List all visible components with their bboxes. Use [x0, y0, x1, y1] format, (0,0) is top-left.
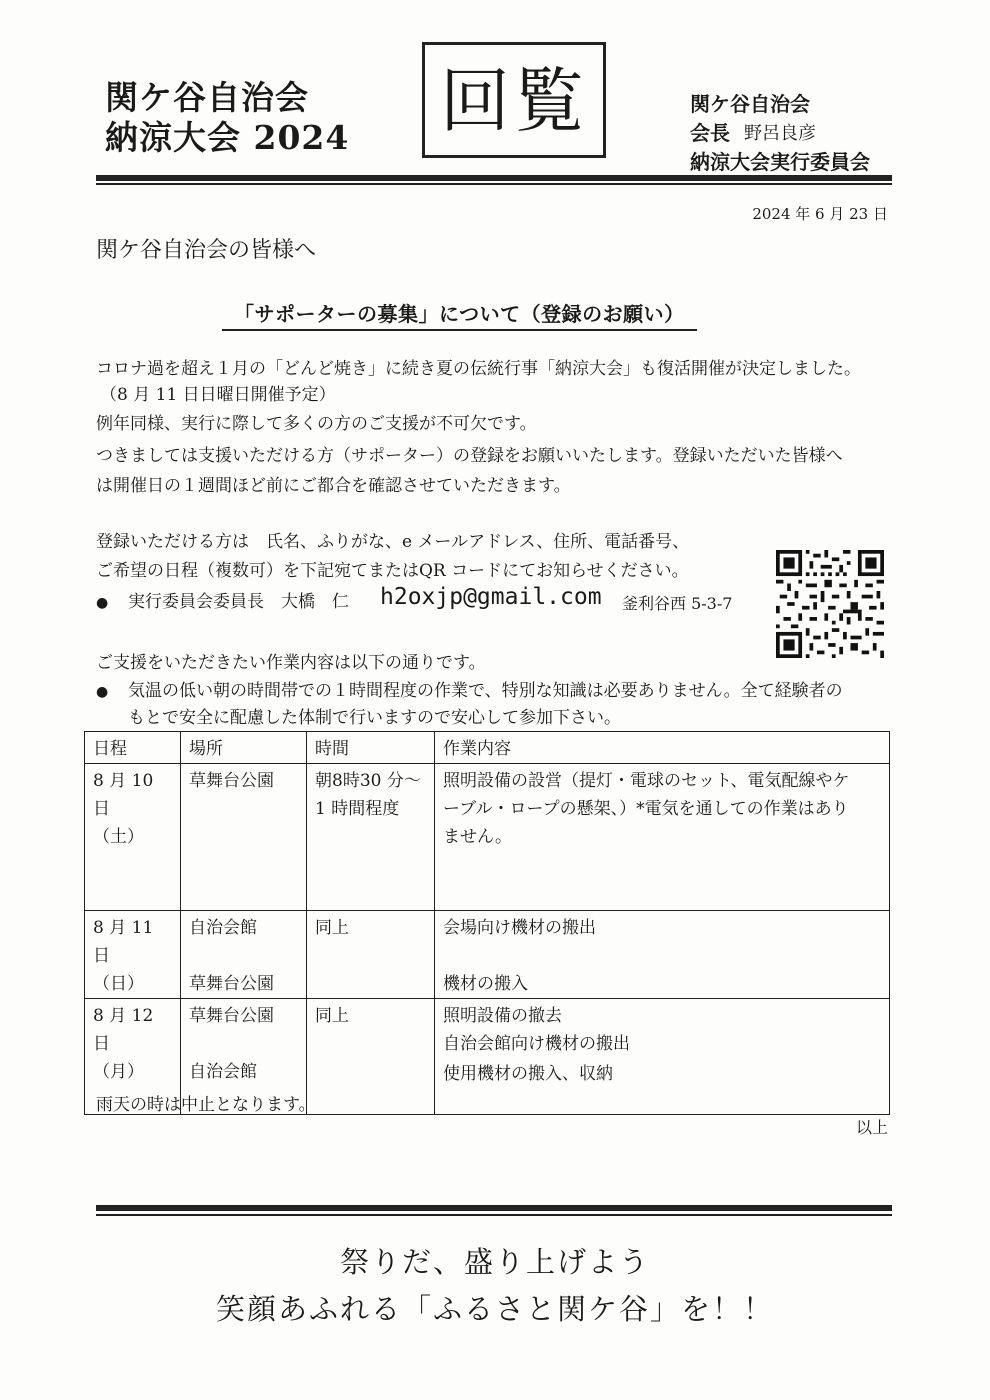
col-header-date: 日程: [85, 732, 181, 764]
issue-date: 2024 年 6 月 23 日: [752, 205, 888, 223]
body-line-1: コロナ過を超え１月の「どんど焼き」に続き夏の伝統行事「納涼大会」も復活開催が決定しました。: [96, 359, 861, 379]
schedule-table: [84, 731, 890, 1115]
row-place: 自治会館: [189, 918, 257, 938]
slogan-line-2: 笑顔あふれる「ふるさと関ケ谷」を！！: [215, 1292, 774, 1326]
row-work-cell: [435, 911, 890, 999]
org-name: 関ケ谷自治会: [690, 92, 810, 116]
row-time: 同上: [315, 1006, 349, 1026]
work-line-2: もとで安全に配慮した体制で行いますので安心して参加下さい。: [128, 708, 621, 728]
registration-line-2: ご希望の日程（複数可）を下記宛てまたはQR コードにてお知らせください。: [96, 561, 689, 581]
work-intro: ご支援をいただきたい作業内容は以下の通りです。: [96, 653, 486, 673]
registration-line-1: 登録いただける方は 氏名、ふりがな、e メールアドレス、住所、電話番号、: [96, 532, 690, 552]
title-line1: 関ケ谷自治会: [105, 78, 309, 117]
row-time-duration: 1 時間程度: [315, 799, 400, 819]
row-place: 草舞台公園: [189, 1006, 274, 1026]
contact-email[interactable]: h2oxjp@gmail.com: [380, 584, 602, 610]
committee-name: 納涼大会実行委員会: [690, 150, 870, 174]
footer-rule-thin: [96, 1214, 892, 1216]
row-date: 8 月 10 日: [93, 771, 154, 819]
row-work: 照明設備の撤去: [443, 1006, 562, 1026]
table-row: [85, 764, 890, 911]
kairan-stamp-box: [422, 42, 606, 158]
row-work: 機材の搬入: [443, 974, 528, 994]
slogan-line-1: 祭りだ、盛り上げよう: [339, 1245, 650, 1279]
row-work: 使用機材の搬入、収納: [443, 1064, 613, 1084]
row-time-cell: [307, 911, 435, 999]
work-line-1: 気温の低い朝の時間帯での１時間程度の作業で、特別な知識は必要ありません。全て経験者の: [128, 681, 843, 701]
contact-address: 釜利谷西 5-3-7: [622, 594, 733, 613]
row-work: ません。: [443, 827, 513, 847]
row-time: 同上: [315, 918, 349, 938]
body-line-2: （8 月 11 日日曜日開催予定）: [100, 385, 336, 405]
row-place-cell: [181, 911, 307, 999]
row-place: 自治会館: [189, 1062, 257, 1082]
row-place-cell: [181, 764, 307, 911]
row-place: 草舞台公園: [189, 771, 274, 791]
rain-note: 雨天の時は中止となります。: [96, 1095, 316, 1115]
work-bullet: ●: [96, 684, 109, 700]
row-day: （日）: [93, 974, 144, 994]
row-work-cell: [435, 999, 890, 1115]
row-time: 朝8時30 分～: [315, 771, 421, 791]
title-line2: 納涼大会 2024: [105, 118, 350, 157]
row-work-cell: [435, 764, 890, 911]
row-place: 草舞台公園: [189, 974, 274, 994]
contact-bullet: ●: [96, 595, 109, 611]
kairan-label: 回覧: [440, 60, 588, 142]
col-header-work: 作業内容: [435, 732, 890, 764]
row-work: 自治会館向け機材の搬出: [443, 1034, 630, 1054]
body-line-4: つきましては支援いただける方（サポーター）の登録をお願いいたします。登録いただいた皆様へ: [96, 446, 843, 466]
row-date: 8 月 11 日: [93, 918, 154, 966]
greeting: 関ケ谷自治会の皆様へ: [96, 238, 317, 263]
col-header-time: 時間: [307, 732, 435, 764]
row-date: 8 月 12 日: [93, 1006, 154, 1054]
row-work: ーブル・ロープの懸架、）*電気を通しての作業はあり: [443, 799, 849, 819]
row-time-cell: [307, 999, 435, 1115]
row-work: 照明設備の設営（提灯・電球のセット、電気配線やケ: [443, 771, 850, 791]
row-day: （土）: [93, 827, 144, 847]
chair-label: 会長: [690, 121, 730, 145]
subject-heading: 「サポーターの募集」について（登録のお願い）: [222, 298, 697, 331]
qr-code-icon[interactable]: [776, 550, 884, 658]
header-rule-thin: [96, 183, 892, 185]
schedule-header-row: [85, 732, 890, 764]
row-time-cell: [307, 764, 435, 911]
body-line-3: 例年同様、実行に際して多くの方のご支援が不可欠です。: [96, 414, 537, 434]
row-work: 会場向け機材の搬出: [443, 918, 596, 938]
row-date-cell: [85, 764, 181, 911]
footer-rule-thick: [96, 1205, 892, 1211]
header-rule-thick: [96, 175, 892, 181]
chair-name: 野呂良彦: [744, 123, 816, 144]
table-row: [85, 911, 890, 999]
closing-mark: 以上: [855, 1118, 888, 1137]
body-line-5: は開催日の１週間ほど前にご都合を確認させていただきます。: [96, 476, 571, 496]
row-date-cell: [85, 911, 181, 999]
contact-name: 実行委員会委員長 大橋 仁: [128, 592, 349, 612]
col-header-place: 場所: [181, 732, 307, 764]
row-day: （月）: [93, 1062, 144, 1082]
